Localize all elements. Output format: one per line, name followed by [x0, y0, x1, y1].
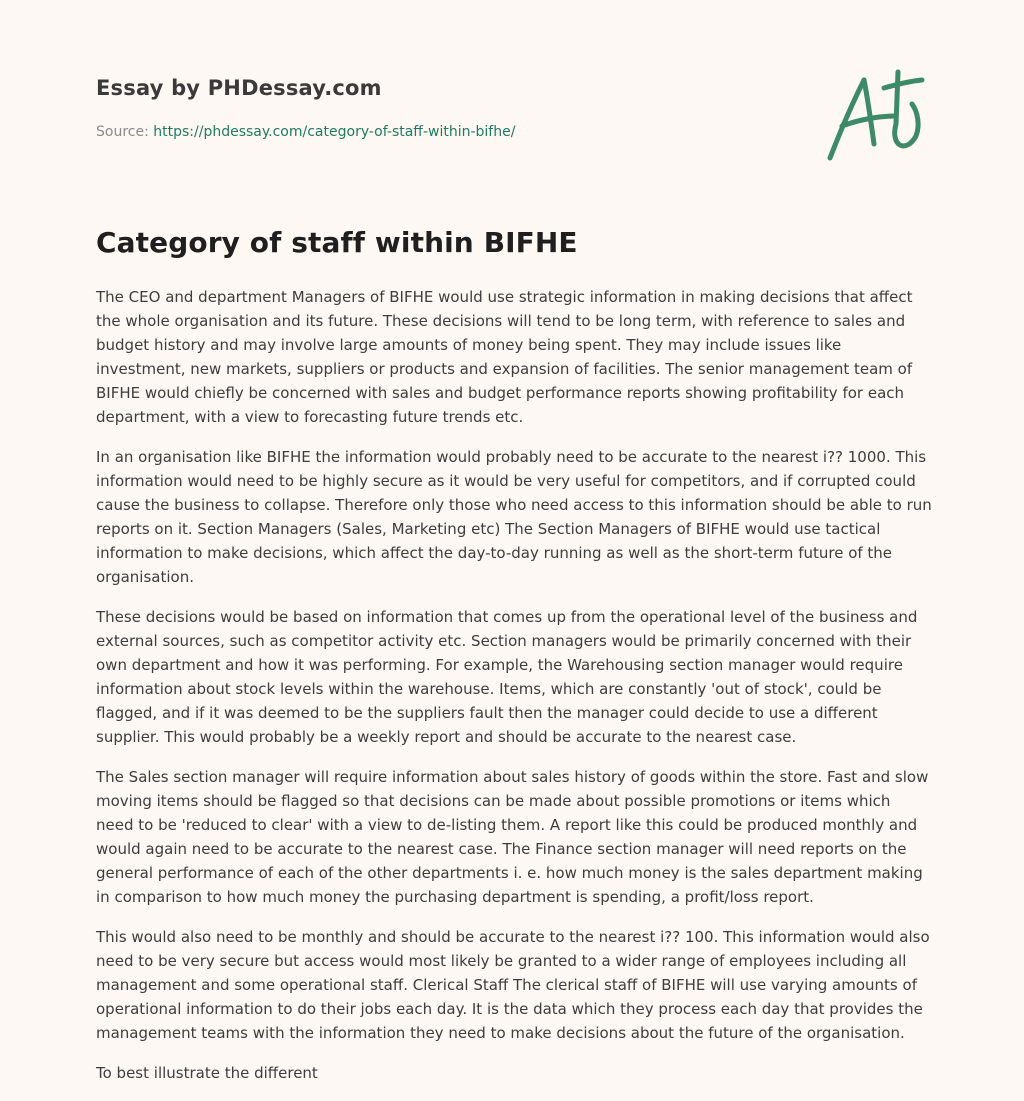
essay-title: Category of staff within BIFHE [96, 226, 578, 259]
a-plus-logo-icon [824, 66, 926, 166]
essay-body [96, 285, 932, 1101]
essay-paragraph: To best illustrate the different [96, 1064, 318, 1082]
essay-paragraph: The Sales section manager will require information about sales history of goods within the store. Fast and slow moving items should be flagged so that decisions can be made about possible promotions or items which need to be 'reduced to clear' with a view to de-listing them. A report like this could be produced monthly and would again need to be accurate to the nearest case. The Finance section manager will need reports on the general performance of each of the other departments i. e. how much money is the sales department making in comparison to how much money the purchasing department is spending, a profit/loss report. [96, 768, 929, 906]
essay-paragraph: This would also need to be monthly and should be accurate to the nearest i?? 100. This information would also need to be very secure but access would most likely be granted to a wider range of employees including all management and some operational staff. Clerical Staff The clerical staff of BIFHE will use varying amounts of operational information to do their jobs each day. It is the data which they process each day that provides the management teams with the information they need to make decisions about the future of the organisation. [96, 928, 930, 1042]
essay-paragraph: In an organisation like BIFHE the information would probably need to be accurate to the nearest i?? 1000. This information would need to be highly secure as it would be very useful for competitors, and if corrupted could cause the business to collapse. Therefore only those who need access to this information should be able to run reports on it. Section Managers (Sales, Marketing etc) The Section Managers of BIFHE would use tactical information to make decisions, which affect the day-to-day running as well as the short-term future of the organisation. [96, 448, 932, 586]
source-label: Source: [96, 124, 149, 140]
source-link[interactable]: https://phdessay.com/category-of-staff-within-bifhe/ [153, 124, 516, 140]
essay-paragraph: The CEO and department Managers of BIFHE would use strategic information in making decisions that affect the whole organisation and its future. These decisions will tend to be long term, with reference to sales and budget history and may involve large amounts of money being spent. They may include issues like investment, new markets, suppliers or products and expansion of facilities. The senior management team of BIFHE would chiefly be concerned with sales and budget performance reports showing profitability for each department, with a view to forecasting future trends etc. [96, 288, 913, 426]
essay-paragraph: These decisions would be based on information that comes up from the operational level of the business and external sources, such as competitor activity etc. Section managers would be primarily concerned with their own department and how it was performing. For example, the Warehousing section manager would require information about stock levels within the warehouse. Items, which are constantly 'out of stock', could be flagged, and if it was deemed to be the suppliers fault then the manager could decide to use a different supplier. This would probably be a weekly report and should be accurate to the nearest case. [96, 608, 918, 746]
site-title: Essay by PHDessay.com [96, 76, 382, 100]
source-line [96, 124, 515, 140]
